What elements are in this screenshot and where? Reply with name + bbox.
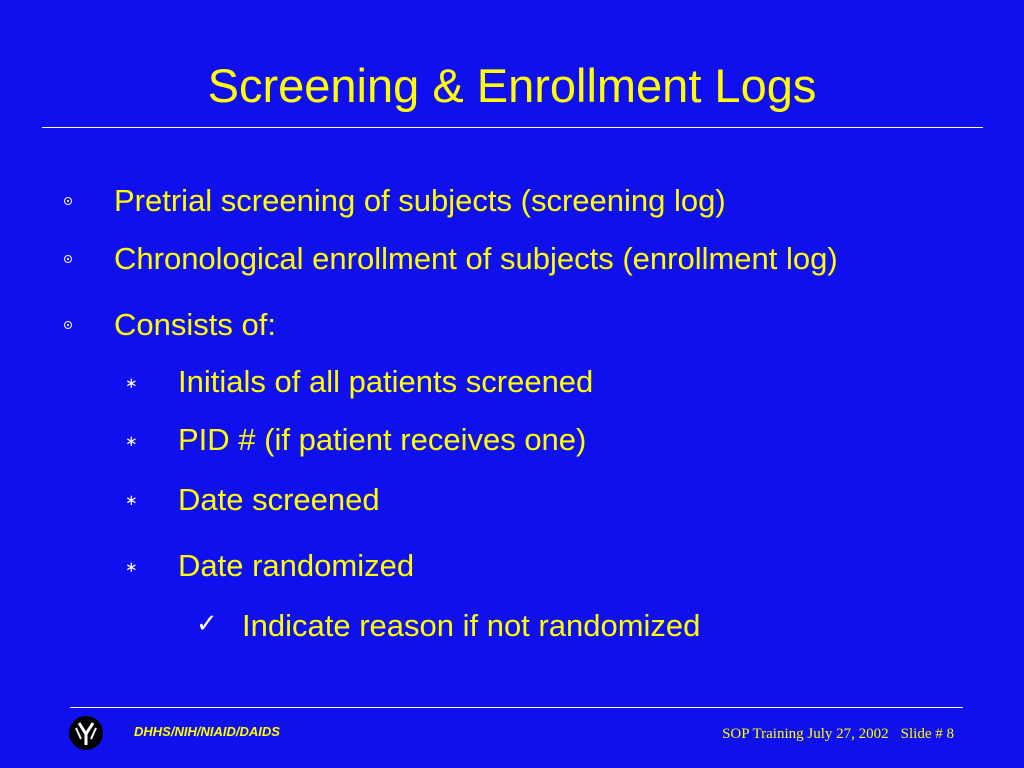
- asterisk-bullet-icon: ∗: [125, 374, 138, 392]
- slide-number: Slide # 8: [900, 726, 954, 742]
- footer-info: [722, 725, 954, 743]
- bullet-item: Consists of:: [114, 307, 276, 342]
- niaid-logo-icon: [68, 715, 104, 751]
- title-divider: [42, 127, 983, 128]
- bullet-dot-icon: [64, 197, 72, 205]
- bullet-dot-icon: [64, 255, 72, 263]
- asterisk-bullet-icon: ∗: [125, 558, 138, 576]
- slide-title: Screening & Enrollment Logs: [207, 59, 817, 112]
- sub-sub-bullet-item: Indicate reason if not randomized: [242, 608, 701, 643]
- bullet-item: Pretrial screening of subjects (screening log): [114, 183, 726, 218]
- sub-bullet-item: Date screened: [178, 482, 380, 517]
- checkmark-bullet-icon: ✓: [196, 609, 218, 639]
- bullet-dot-icon: [64, 321, 72, 329]
- asterisk-bullet-icon: ∗: [125, 432, 138, 450]
- asterisk-bullet-icon: ∗: [125, 491, 138, 509]
- footer-divider: [70, 707, 963, 708]
- bullet-item: Chronological enrollment of subjects (enrollment log): [114, 241, 838, 276]
- footer-organization: DHHS/NIH/NIAID/DAIDS: [134, 724, 280, 739]
- sub-bullet-item: PID # (if patient receives one): [178, 422, 587, 457]
- sub-bullet-item: Date randomized: [178, 548, 415, 583]
- sub-bullet-item: Initials of all patients screened: [178, 364, 594, 399]
- footer-training-date: SOP Training July 27, 2002: [722, 726, 889, 742]
